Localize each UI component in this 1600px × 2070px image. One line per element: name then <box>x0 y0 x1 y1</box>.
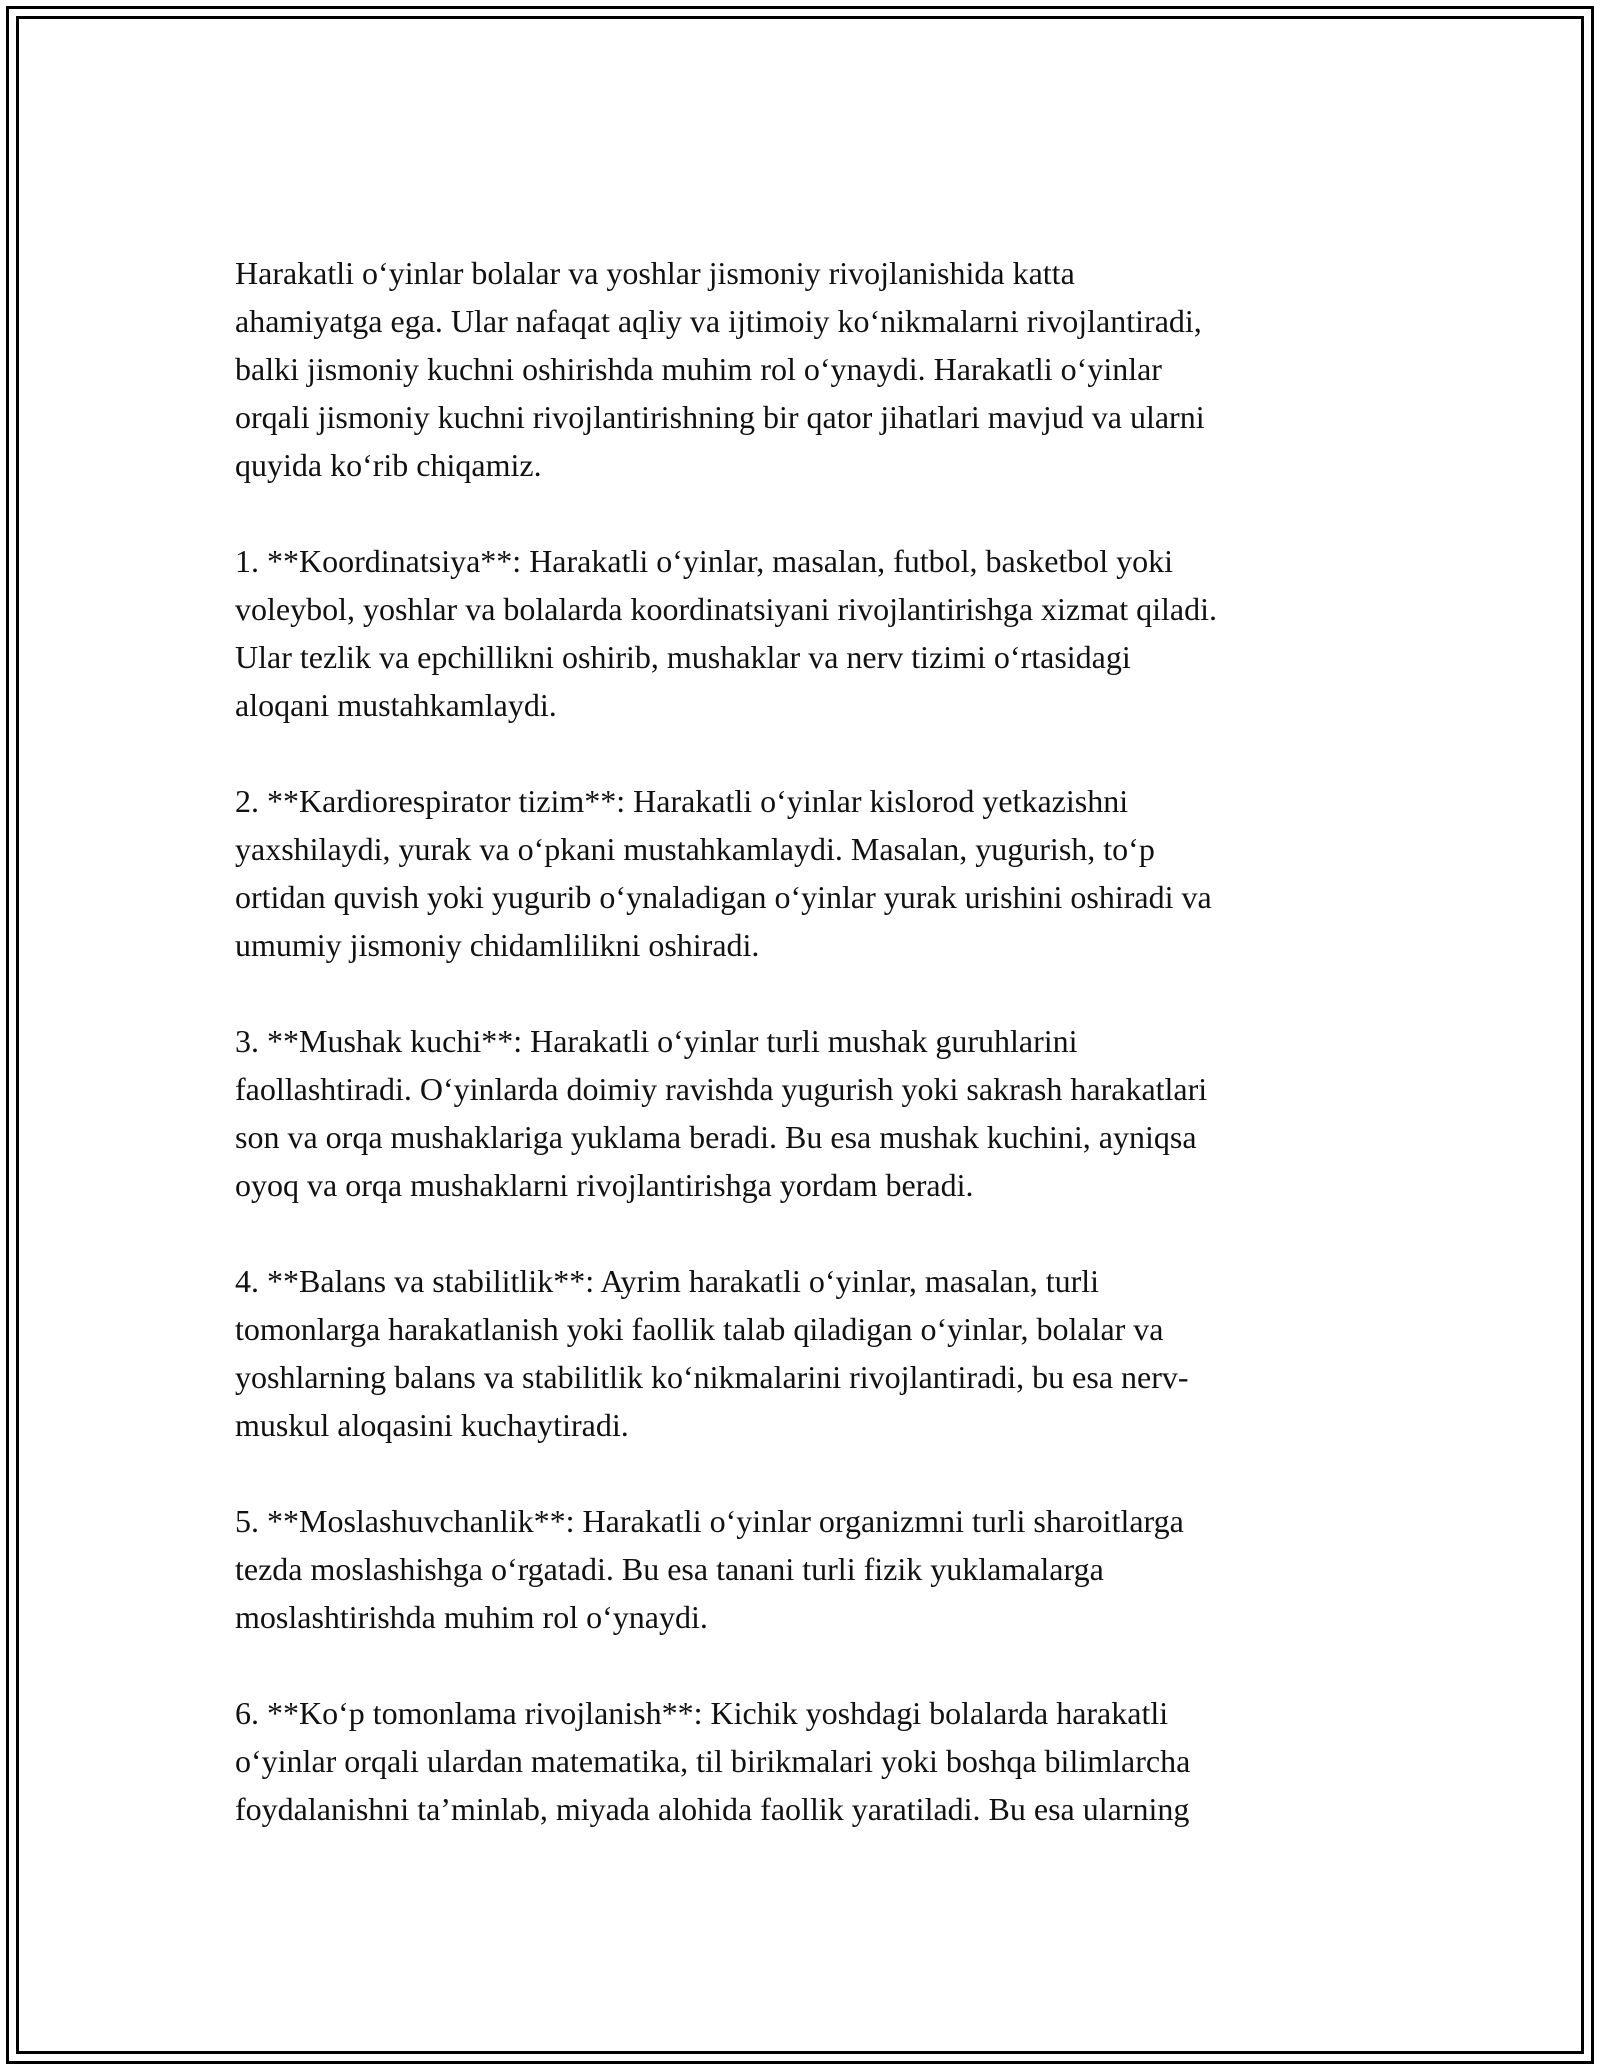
intro-paragraph: Harakatli o‘yinlar bolalar va yoshlar jismoniy rivojlanishida katta ahamiyatga ega. Ular nafaqat aqliy va ijtimoiy ko‘nikmalarni rivojlantiradi, balki jismoniy kuchni oshirishda muhim rol o‘ynaydi. Harakatli o‘yinlar orqali jismoniy kuchni rivojlantirishning bir qator jihatlari mavjud va ularni quyida ko‘rib chiqamiz. <box>235 255 1205 483</box>
document-body <box>235 249 1375 1833</box>
list-item-versatile-development: 6. **Ko‘p tomonlama rivojlanish**: Kichik yoshdagi bolalarda harakatli o‘yinlar orqali ulardan matematika, til birikmalari yoki boshqa bilimlarcha foydalanishni ta’minlab, miyada alohida faollik yaratiladi. Bu esa ularning <box>235 1695 1191 1827</box>
list-item-cardiorespiratory: 2. **Kardiorespirator tizim**: Harakatli o‘yinlar kislorod yetkazishni yaxshilaydi, yurak va o‘pkani mustahkamlaydi. Masalan, yugurish, to‘p ortidan quvish yoki yugurib o‘ynaladigan o‘yinlar yurak urishini oshiradi va umumiy jismoniy chidamlilikni oshiradi. <box>235 783 1212 963</box>
list-item-flexibility: 5. **Moslashuvchanlik**: Harakatli o‘yinlar organizmni turli sharoitlarga tezda moslashishga o‘rgatadi. Bu esa tanani turli fizik yuklamalarga moslashtirishda muhim rol o‘ynaydi. <box>235 1503 1184 1635</box>
list-item-coordination: 1. **Koordinatsiya**: Harakatli o‘yinlar, masalan, futbol, basketbol yoki voleybol, yoshlar va bolalarda koordinatsiyani rivojlantirishga xizmat qiladi. Ular tezlik va epchillikni oshirib, mushaklar va nerv tizimi o‘rtasidagi aloqani mustahkamlaydi. <box>235 543 1217 723</box>
list-item-muscle-strength: 3. **Mushak kuchi**: Harakatli o‘yinlar turli mushak guruhlarini faollashtiradi. O‘yinlarda doimiy ravishda yugurish yoki sakrash harakatlari son va orqa mushaklariga yuklama beradi. Bu esa mushak kuchini, ayniqsa oyoq va orqa mushaklarni rivojlantirishga yordam beradi. <box>235 1023 1208 1203</box>
list-item-balance: 4. **Balans va stabilitlik**: Ayrim harakatli o‘yinlar, masalan, turli tomonlarga harakatlanish yoki faollik talab qiladigan o‘yinlar, bolalar va yoshlarning balans va stabilitlik ko‘nikmalarini rivojlantiradi, bu esa nerv- muskul aloqasini kuchaytiradi. <box>235 1263 1189 1443</box>
